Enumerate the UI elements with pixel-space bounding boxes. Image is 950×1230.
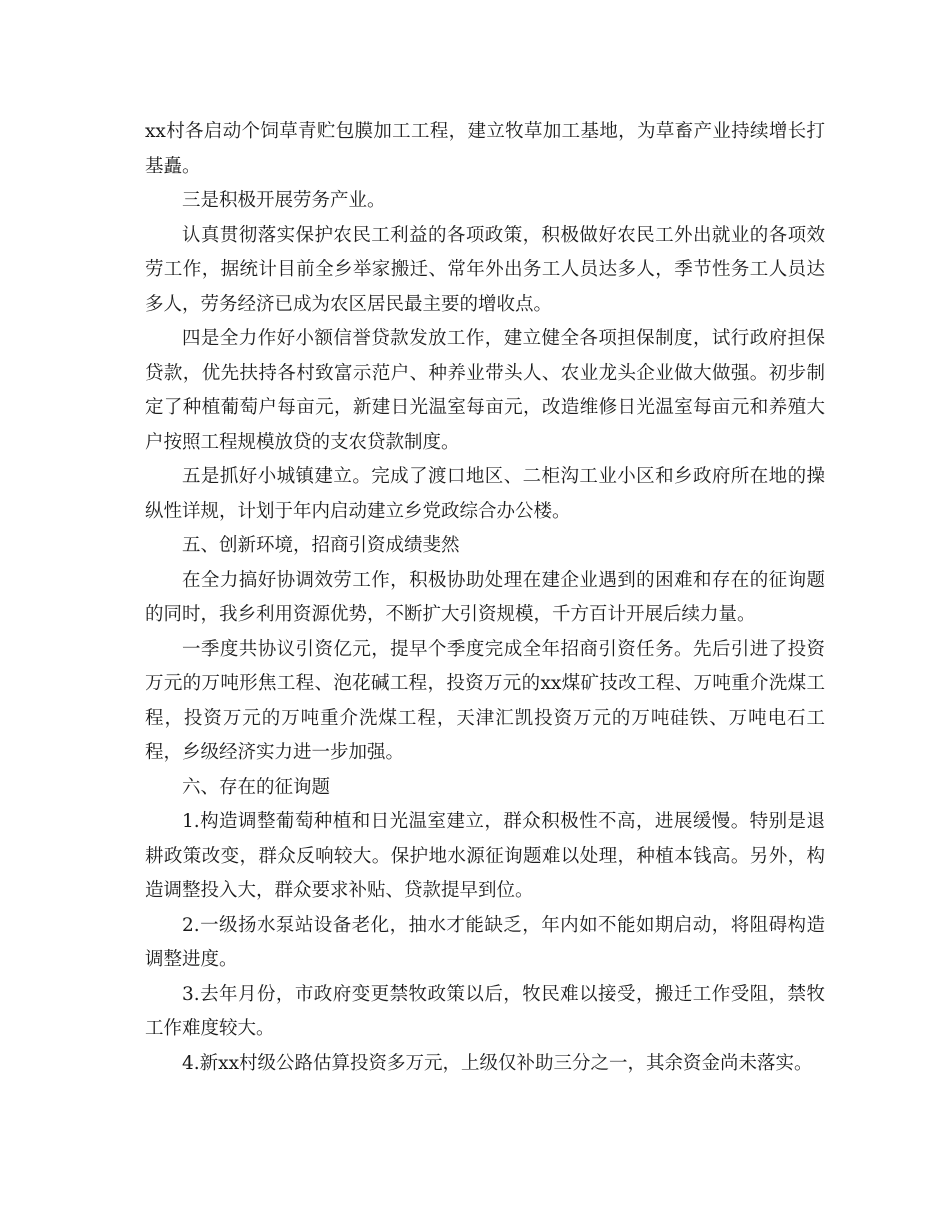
problem-item-2: 2.一级扬水泵站设备老化，抽水才能缺乏，年内如不能如期启动，将阻碍构造调整进度。 <box>145 914 825 970</box>
section-heading-investment: 五、创新环境，招商引资成绩斐然 <box>182 535 460 556</box>
paragraph-investment-results: 一季度共协议引资亿元，提早个季度完成全年招商引资任务。先后引进了投资万元的万吨形焦工程、泡花碱工程，投资万元的xx煤矿技改工程、万吨重介洗煤工程，投资万元的万吨重介洗煤工程，天津汇凯投资万元的万吨硅铁、万吨电石工程，乡级经济实力进一步加强。 <box>145 638 825 763</box>
problem-item-1: 1.构造调整葡萄种植和日光温室建立，群众积极性不高，进展缓慢。特别是退耕政策改变，群众反响较大。保护地水源征询题难以处理，种植本钱高。另外，构造调整投入大，群众要求补贴、贷款提早到位。 <box>145 811 825 901</box>
paragraph-investment-coordination: 在全力搞好协调效劳工作，积极协助处理在建企业遇到的困难和存在的征询题的同时，我乡利用资源优势，不断扩大引资规模，千方百计开展后续力量。 <box>145 569 825 625</box>
paragraph-labor-body: 认真贯彻落实保护农民工利益的各项政策，积极做好农民工外出就业的各项效劳工作，据统计目前全乡举家搬迁、常年外出务工人员达多人，季节性务工人员达多人，劳务经济已成为农区居民最主要的增收点。 <box>145 224 825 315</box>
problem-item-3: 3.去年月份，市政府变更禁牧政策以后，牧民难以接受，搬迁工作受阻，禁牧工作难度较大。 <box>145 983 825 1039</box>
paragraph-town-construction: 五是抓好小城镇建立。完成了渡口地区、二柜沟工业小区和乡政府所在地的操纵性详规，计划于年内启动建立乡党政综合办公楼。 <box>145 466 825 522</box>
paragraph-labor-heading: 三是积极开展劳务产业。 <box>182 190 386 211</box>
problem-item-4: 4.新xx村级公路估算投资多万元，上级仅补助三分之一，其余资金尚未落实。 <box>182 1052 813 1074</box>
paragraph-continuation: xx村各启动个饲草青贮包膜加工工程，建立牧草加工基地，为草畜产业持续增长打基矗。 <box>145 121 825 177</box>
section-heading-problems: 六、存在的征询题 <box>182 776 331 798</box>
document-body <box>145 115 825 1081</box>
paragraph-credit-loans: 四是全力作好小额信誉贷款发放工作，建立健全各项担保制度，试行政府担保贷款，优先扶持各村致富示范户、种养业带头人、农业龙头企业做大做强。初步制定了种植葡萄户每亩元，新建日光温室每亩元，改造维修日光温室每亩元和养殖大户按照工程规模放贷的支农贷款制度。 <box>145 328 825 453</box>
